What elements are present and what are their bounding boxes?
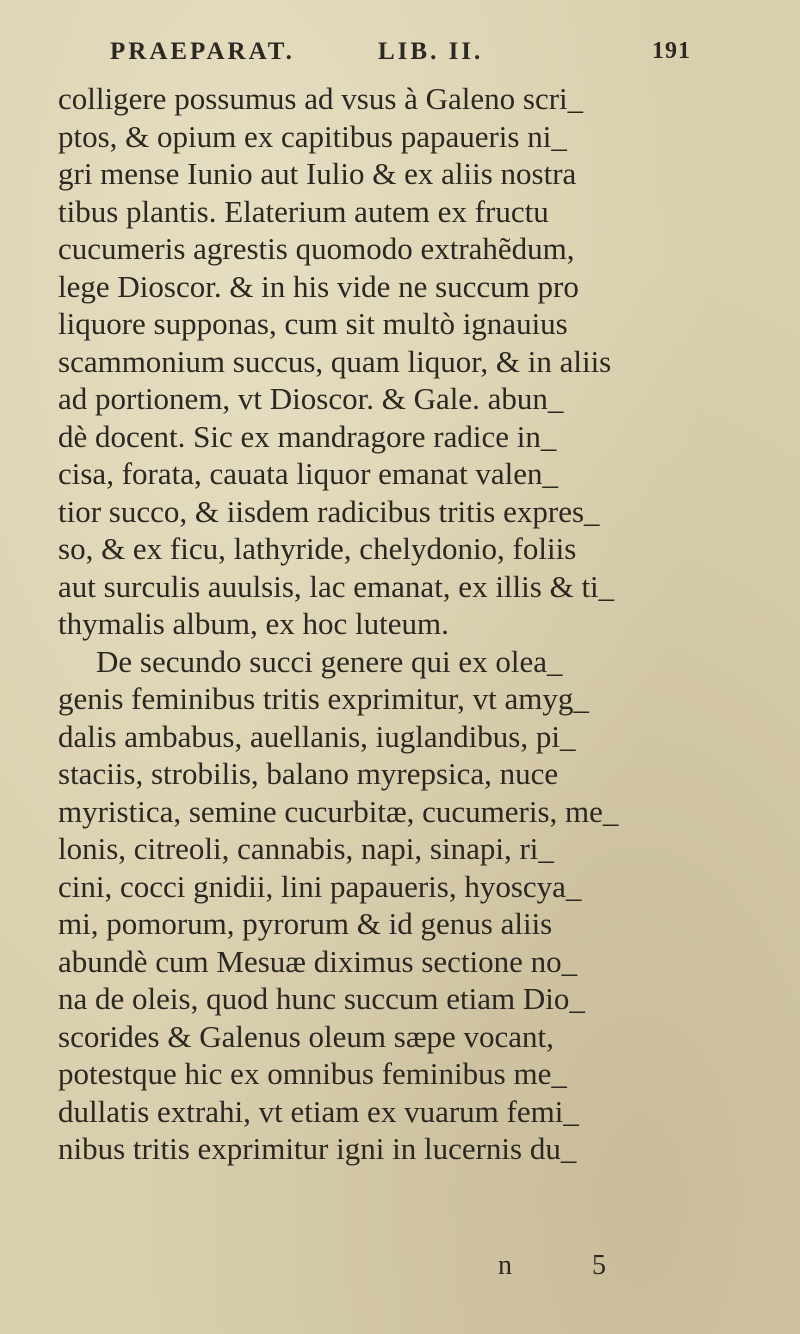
text-line: tior succo, & iisdem radicibus tritis expres_: [58, 493, 600, 529]
text-line: dalis ambabus, auellanis, iuglandibus, pi_: [58, 718, 576, 754]
signature-number: 5: [592, 1250, 606, 1281]
running-head-title: PRAEPARAT.: [110, 38, 295, 65]
text-line: colligere possumus ad vsus à Galeno scri_: [58, 81, 584, 116]
text-line: cucumeris agrestis quomodo extrahẽdum,: [58, 231, 575, 266]
text-line: liquore supponas, cum sit multò ignauius: [58, 306, 568, 341]
text-line: tibus plantis. Elaterium autem ex fructu: [58, 193, 549, 229]
text-line: staciis, strobilis, balano myrepsica, nuce: [58, 756, 559, 791]
text-line: ad portionem, vt Dioscor. & Gale. abun_: [58, 381, 564, 416]
text-line: aut surculis auulsis, lac emanat, ex illis & ti_: [58, 568, 615, 604]
text-line: abundè cum Mesuæ diximus sectione no_: [58, 943, 578, 979]
text-line: dè docent. Sic ex mandragore radice in_: [58, 418, 557, 454]
text-line: so, & ex ficu, lathyride, chelydonio, foliis: [58, 531, 577, 566]
text-line: cisa, forata, cauata liquor emanat valen_: [58, 456, 559, 491]
text-line: gri mense Iunio aut Iulio & ex aliis nostra: [58, 156, 577, 191]
running-head-book: LIB. II.: [378, 38, 484, 65]
text-line: scammonium succus, quam liquor, & in aliis: [58, 343, 612, 379]
text-line: scorides & Galenus oleum sæpe vocant,: [58, 1018, 554, 1054]
text-line: mi, pomorum, pyrorum & id genus aliis: [58, 906, 553, 941]
text-line: na de oleis, quod hunc succum etiam Dio_: [58, 981, 585, 1016]
text-line: genis feminibus tritis exprimitur, vt amyg_: [58, 681, 589, 716]
text-line: lonis, citreoli, cannabis, napi, sinapi, ri_: [58, 831, 554, 866]
page-number: 191: [652, 38, 691, 64]
text-line: ptos, & opium ex capitibus papaueris ni_: [58, 118, 567, 154]
text-line: dullatis extrahi, vt etiam ex vuarum femi_: [58, 1093, 579, 1129]
body-text: [58, 80, 748, 1168]
signature-mark: [498, 1250, 658, 1290]
text-line: potestque hic ex omnibus feminibus me_: [58, 1056, 567, 1091]
signature-letter: n: [498, 1250, 512, 1281]
text-line: myristica, semine cucurbitæ, cucumeris, me_: [58, 793, 619, 829]
text-line: nibus tritis exprimitur igni in lucernis du_: [58, 1131, 577, 1166]
text-line: lege Dioscor. & in his vide ne succum pro: [58, 268, 579, 304]
text-line: cini, cocci gnidii, lini papaueris, hyoscya_: [58, 868, 582, 904]
text-line: thymalis album, ex hoc luteum.: [58, 606, 449, 641]
running-head: [110, 38, 740, 78]
paragraph-start-line: De secundo succi genere qui ex olea_: [96, 643, 563, 679]
